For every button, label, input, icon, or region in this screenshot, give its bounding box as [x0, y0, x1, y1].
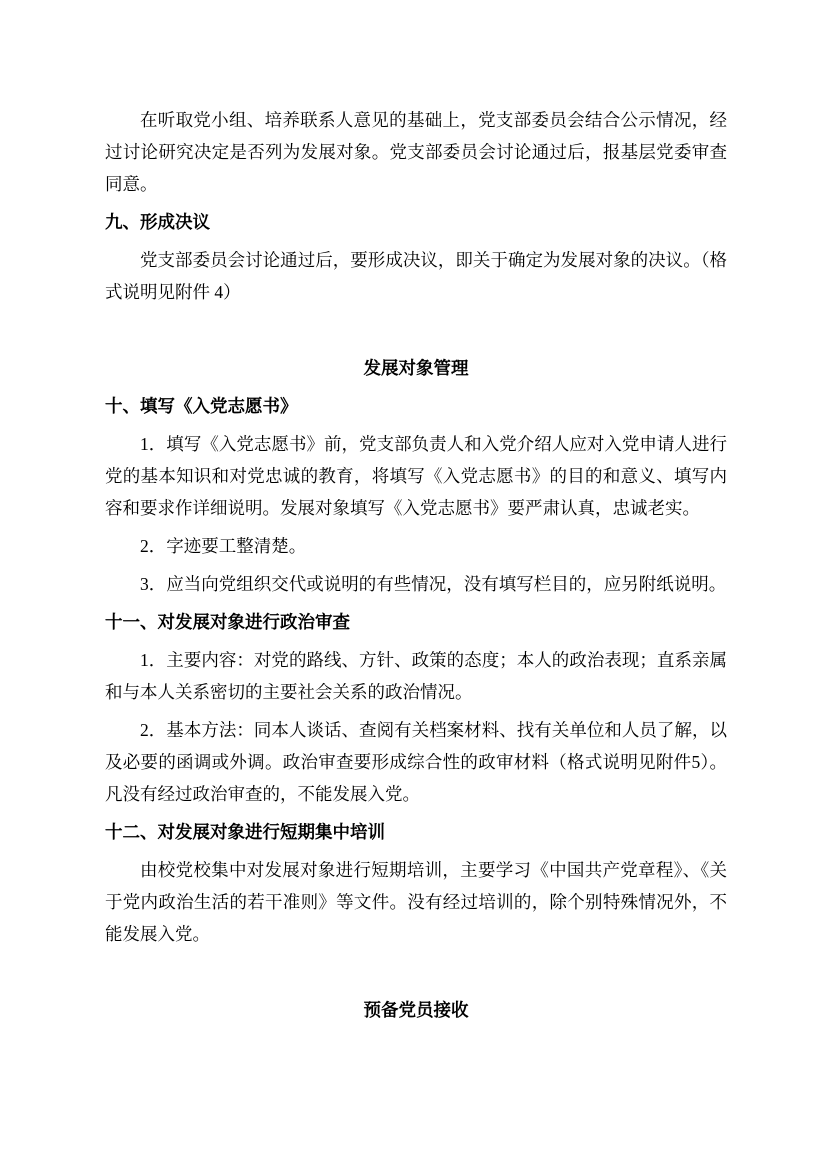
numbered-heading: 十、填写《入党志愿书》 [105, 396, 298, 416]
body-paragraph: 党支部委员会讨论通过后，要形成决议，即关于确定为发展对象的决议。（格式说明见附件 4） [105, 250, 727, 302]
numbered-heading: 十二、对发展对象进行短期集中培训 [105, 822, 385, 842]
numbered-heading: 九、形成决议 [105, 212, 210, 232]
body-paragraph: 3．应当向党组织交代或说明的有些情况，没有填写栏目的，应另附纸说明。 [140, 574, 727, 594]
body-paragraph: 1．主要内容：对党的路线、方针、政策的态度；本人的政治表现；直系亲属和与本人关系密切的主要社会关系的政治情况。 [105, 650, 727, 702]
body-paragraph: 由校党校集中对发展对象进行短期培训，主要学习《中国共产党章程》、《关于党内政治生活的若干准则》等文件。没有经过培训的，除个别特殊情况外，不能发展入党。 [105, 860, 727, 944]
section-title: 预备党员接收 [363, 1000, 469, 1020]
body-paragraph: 2．基本方法：同本人谈话、查阅有关档案材料、找有关单位和人员了解，以及必要的函调或外调。政治审查要形成综合性的政审材料（格式说明见附件5）。凡没有经过政治审查的，不能发展入党。 [105, 720, 727, 804]
section-title: 发展对象管理 [363, 358, 469, 378]
body-paragraph: 1．填写《入党志愿书》前，党支部负责人和入党介绍人应对入党申请人进行党的基本知识和对党忠诚的教育，将填写《入党志愿书》的目的和意义、填写内容和要求作详细说明。发展对象填写《入党志愿书》要严肃认真，忠诚老实。 [105, 434, 727, 518]
body-paragraph: 在听取党小组、培养联系人意见的基础上，党支部委员会结合公示情况，经过讨论研究决定是否列为发展对象。党支部委员会讨论通过后，报基层党委审查同意。 [105, 110, 727, 194]
body-paragraph: 2．字迹要工整清楚。 [140, 536, 307, 556]
numbered-heading: 十一、对发展对象进行政治审查 [105, 612, 350, 632]
